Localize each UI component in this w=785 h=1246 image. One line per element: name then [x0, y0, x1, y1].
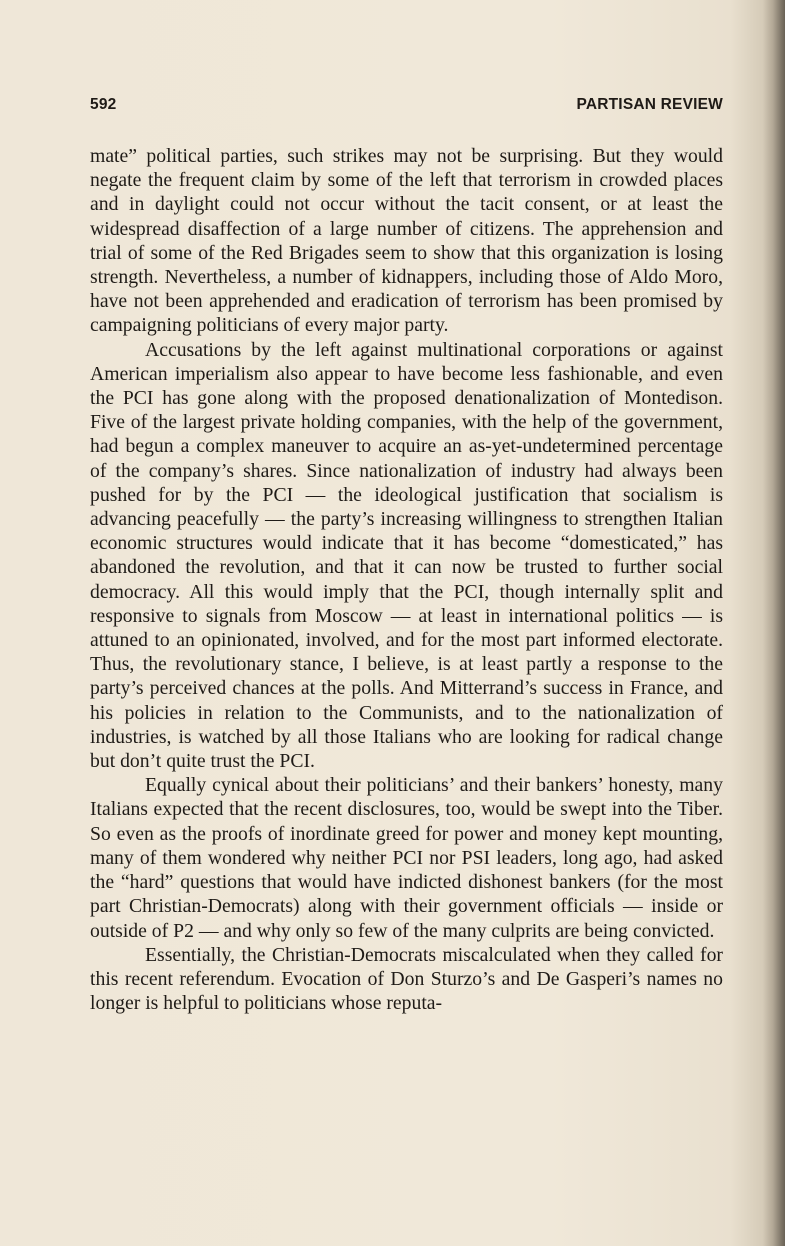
paragraph: Essentially, the Christian-Democrats miscalculated when they called for this recent referendum. Evocation of Don Sturzo’s and De Gasperi’s names no longer is helpful to politicians whose reputa- — [90, 943, 723, 1015]
paragraph-continued: mate” political parties, such strikes may not be surprising. But they would negate the frequent claim by some of the left that terrorism in crowded places and in daylight could not occur without the tacit consent, or at least the widespread disaffection of a large number of citizens. The apprehension and trial of some of the Red Brigades seem to show that this organization is losing strength. Nevertheless, a number of kidnappers, including those of Aldo Moro, have not been apprehended and eradication of terrorism has been promised by campaigning politicians of every major party. — [90, 145, 723, 337]
paragraph: Accusations by the left against multinational corporations or against American imperialism also appear to have become less fashionable, and even the PCI has gone along with the proposed denationalization of Montedison. Five of the largest private holding companies, with the help of the government, had begun a complex maneuver to acquire an as-yet-undetermined percentage of the company’s shares. Since nationalization of industry had always been pushed for by the PCI — the ideological justification that socialism is advancing peacefully — the party’s increasing willingness to strengthen Italian economic structures would indicate that it has become “domesticated,” has abandoned the revolution, and that it can now be trusted to further social democracy. All this would imply that the PCI, though internally split and responsive to signals from Moscow — at least in international politics — is attuned to an opinionated, involved, and for the most part informed electorate. Thus, the revolutionary stance, I believe, is at least partly a response to the party’s perceived chances at the polls. And Mitterrand’s success in France, and his policies in relation to the Communists, and to the nationalization of industries, is watched by all those Italians who are looking for radical change but don’t quite trust the PCI. — [90, 338, 723, 773]
page-number: 592 — [90, 96, 117, 113]
paragraph: Equally cynical about their politicians’ and their bankers’ honesty, many Italians expected that the recent disclosures, too, would be swept into the Tiber. So even as the proofs of inordinate greed for power and money kept mounting, many of them wondered why neither PCI nor PSI leaders, long ago, had asked the “hard” questions that would have indicted dishonest bankers (for the most part Christian-Democrats) along with their government officials — inside or outside of P2 — and why only so few of the many culprits are being convicted. — [90, 774, 723, 942]
binding-shadow — [763, 0, 785, 1246]
page-header — [90, 96, 723, 116]
running-head: PARTISAN REVIEW — [576, 96, 723, 113]
article-body — [90, 144, 723, 1015]
